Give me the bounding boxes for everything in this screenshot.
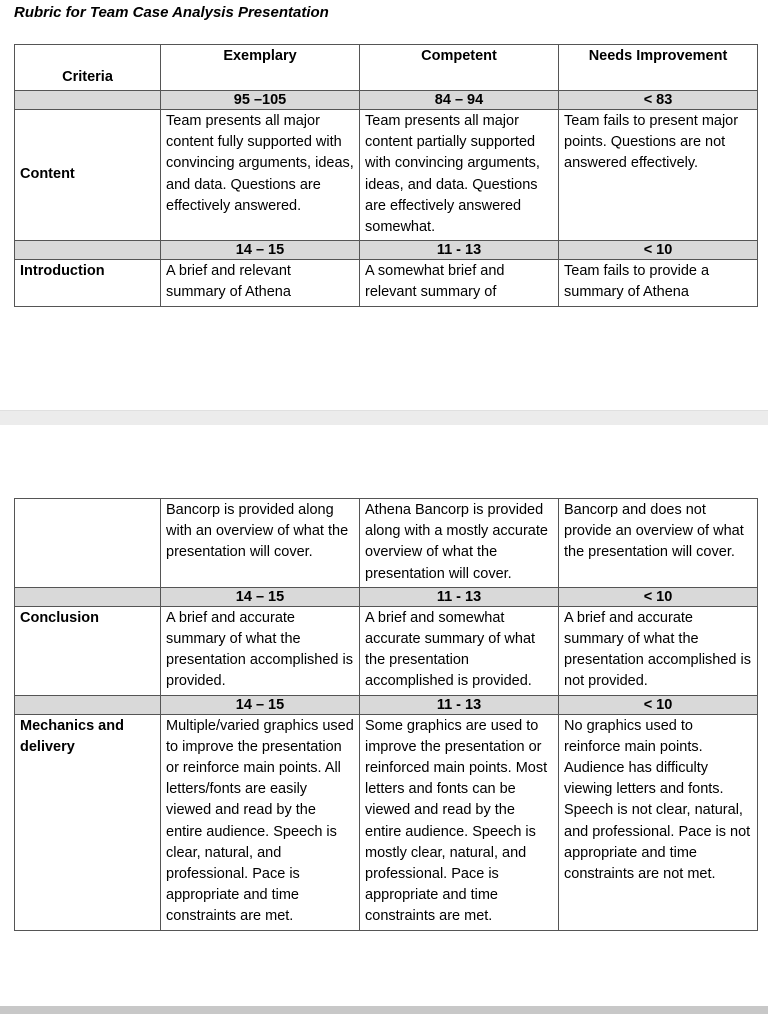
points-competent: 11 - 13 [360,695,559,714]
introduction-row [15,260,758,306]
points-needs-improvement: < 83 [559,91,758,110]
criteria-label: Conclusion [15,606,161,695]
mechanics-points-row [15,695,758,714]
criteria-label: Mechanics and delivery [15,714,161,930]
points-needs-improvement: < 10 [559,587,758,606]
criteria-header: Criteria [15,45,161,91]
points-exemplary: 14 – 15 [161,695,360,714]
content-row [15,110,758,241]
page-break [0,410,768,425]
conclusion-points-row [15,587,758,606]
rubric-table-part1 [14,44,758,307]
exemplary-header: Exemplary [161,45,360,91]
introduction-row-continued [15,499,758,588]
points-exemplary: 95 –105 [161,91,360,110]
document-title: Rubric for Team Case Analysis Presentation [14,4,329,21]
points-competent: 84 – 94 [360,91,559,110]
content-points-row [15,91,758,110]
competent-description: Athena Bancorp is provided along with a mostly accurate overview of what the presentation will cover. [360,499,559,588]
competent-description: Some graphics are used to improve the presentation or reinforced main points. Most letters and fonts can be viewed and read by the entire audience. Speech is mostly clear, natural, and professional. Pace is appropriate and time constraints are met. [360,714,559,930]
competent-description: A somewhat brief and relevant summary of [360,260,559,306]
needs-improvement-description: Team fails to present major points. Questions are not answered effectively. [559,110,758,241]
exemplary-description: A brief and accurate summary of what the presentation accomplished is provided. [161,606,360,695]
needs-improvement-description: No graphics used to reinforce main points. Audience has difficulty viewing letters and fonts. Speech is not clear, natural, and professional. Pace is not appropriate and time constraints are not met. [559,714,758,930]
needs-improvement-header: Needs Improvement [559,45,758,91]
points-exemplary: 14 – 15 [161,241,360,260]
points-competent: 11 - 13 [360,241,559,260]
exemplary-description: Team presents all major content fully supported with convincing arguments, ideas, and data. Questions are effectively answered. [161,110,360,241]
points-needs-improvement: < 10 [559,695,758,714]
exemplary-description: A brief and relevant summary of Athena [161,260,360,306]
exemplary-description: Multiple/varied graphics used to improve the presentation or reinforce main points. All letters/fonts are easily viewed and read by the entire audience. Speech is clear, natural, and professional. Pace is appropriate and time constraints are met. [161,714,360,930]
conclusion-row [15,606,758,695]
criteria-label: Content [15,110,161,241]
points-exemplary: 14 – 15 [161,587,360,606]
criteria-label: Introduction [15,260,161,306]
introduction-points-row [15,241,758,260]
mechanics-row [15,714,758,930]
rubric-table-part2 [14,498,758,931]
needs-improvement-description: A brief and accurate summary of what the presentation accomplished is not provided. [559,606,758,695]
exemplary-description: Bancorp is provided along with an overview of what the presentation will cover. [161,499,360,588]
competent-description: A brief and somewhat accurate summary of what the presentation accomplished is provided. [360,606,559,695]
competent-description: Team presents all major content partially supported with convincing arguments, ideas, and data. Questions are effectively answered somewhat. [360,110,559,241]
points-needs-improvement: < 10 [559,241,758,260]
points-competent: 11 - 13 [360,587,559,606]
needs-improvement-description: Bancorp and does not provide an overview of what the presentation will cover. [559,499,758,588]
needs-improvement-description: Team fails to provide a summary of Athena [559,260,758,306]
competent-header: Competent [360,45,559,91]
page-bottom-edge [0,1006,768,1014]
